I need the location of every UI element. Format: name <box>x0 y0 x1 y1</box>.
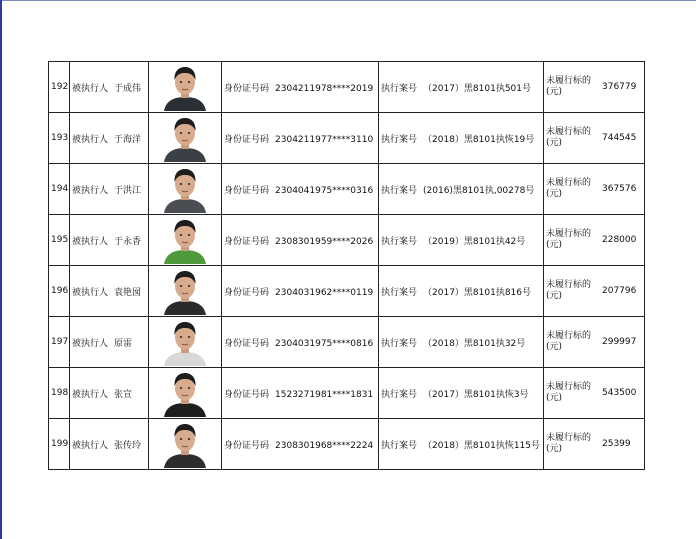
amount-label: 未履行标的(元) <box>546 178 592 199</box>
case-number: (2016)黑8101执,00278号 <box>423 185 535 196</box>
id-label: 身份证号码 <box>224 236 270 247</box>
id-label: 身份证号码 <box>224 83 270 94</box>
person-label: 被执行人 <box>72 236 109 247</box>
person-cell <box>70 62 149 113</box>
amount-label: 未履行标的(元) <box>546 433 592 454</box>
table-row <box>49 266 645 317</box>
amount-value: 744545 <box>602 133 637 143</box>
amount-cell <box>544 266 645 317</box>
person-label: 被执行人 <box>72 134 109 145</box>
amount-value: 367576 <box>602 184 637 194</box>
case-label: 执行案号 <box>381 185 418 196</box>
table-row <box>49 113 645 164</box>
person-label: 被执行人 <box>72 287 109 298</box>
id-number: 1523271981****1831 <box>275 389 374 400</box>
table-row <box>49 368 645 419</box>
person-cell <box>70 266 149 317</box>
amount-value: 25399 <box>602 439 631 449</box>
table-row <box>49 215 645 266</box>
person-label: 被执行人 <box>72 185 109 196</box>
id-cell <box>222 419 379 470</box>
id-label: 身份证号码 <box>224 440 270 451</box>
table-row <box>49 164 645 215</box>
table-row <box>49 419 645 470</box>
person-name: 张宣 <box>114 389 133 400</box>
id-cell <box>222 113 379 164</box>
row-number: 194 <box>49 164 70 215</box>
id-cell <box>222 164 379 215</box>
case-cell <box>379 317 544 368</box>
amount-value: 299997 <box>602 337 637 347</box>
id-number: 2304041975****0316 <box>275 185 374 196</box>
photo-cell <box>149 317 222 368</box>
page-top-edge <box>0 0 696 1</box>
case-number: （2017）黑8101执816号 <box>423 287 532 298</box>
case-cell <box>379 62 544 113</box>
person-name: 于洪江 <box>114 185 142 196</box>
amount-value: 543500 <box>602 388 637 398</box>
amount-value: 207796 <box>602 286 637 296</box>
case-cell <box>379 113 544 164</box>
case-number: （2017）黑8101执恢3号 <box>423 389 529 400</box>
id-number: 2308301968****2224 <box>275 440 374 451</box>
id-label: 身份证号码 <box>224 389 270 400</box>
case-cell <box>379 266 544 317</box>
person-label: 被执行人 <box>72 389 109 400</box>
table-row <box>49 317 645 368</box>
debtor-table-body <box>49 62 645 470</box>
debtor-table <box>48 61 645 470</box>
amount-cell <box>544 62 645 113</box>
portrait-photo <box>162 216 208 264</box>
person-name: 袁艳囡 <box>114 287 142 298</box>
id-cell <box>222 266 379 317</box>
row-number: 196 <box>49 266 70 317</box>
photo-cell <box>149 419 222 470</box>
portrait-photo <box>162 165 208 213</box>
case-label: 执行案号 <box>381 83 418 94</box>
portrait-photo <box>162 420 208 468</box>
case-cell <box>379 368 544 419</box>
amount-cell <box>544 368 645 419</box>
case-label: 执行案号 <box>381 389 418 400</box>
amount-label: 未履行标的(元) <box>546 280 592 301</box>
photo-cell <box>149 113 222 164</box>
portrait-photo <box>162 267 208 315</box>
case-cell <box>379 419 544 470</box>
photo-cell <box>149 368 222 419</box>
case-label: 执行案号 <box>381 236 418 247</box>
id-cell <box>222 368 379 419</box>
id-number: 2304211977****3110 <box>275 134 374 145</box>
case-number: （2018）黑8101执恢115号 <box>423 440 541 451</box>
person-label: 被执行人 <box>72 338 109 349</box>
row-number: 199 <box>49 419 70 470</box>
row-number: 197 <box>49 317 70 368</box>
person-label: 被执行人 <box>72 83 109 94</box>
portrait-photo <box>162 114 208 162</box>
person-name: 张传玲 <box>114 440 142 451</box>
person-cell <box>70 317 149 368</box>
amount-cell <box>544 113 645 164</box>
person-name: 于成伟 <box>114 83 142 94</box>
photo-cell <box>149 266 222 317</box>
amount-value: 228000 <box>602 235 637 245</box>
id-cell <box>222 62 379 113</box>
person-cell <box>70 113 149 164</box>
case-cell <box>379 164 544 215</box>
id-label: 身份证号码 <box>224 338 270 349</box>
case-label: 执行案号 <box>381 338 418 349</box>
case-number: （2017）黑8101执501号 <box>423 83 532 94</box>
id-number: 2304031962****0119 <box>275 287 374 298</box>
amount-label: 未履行标的(元) <box>546 127 592 148</box>
amount-value: 376779 <box>602 82 637 92</box>
person-label: 被执行人 <box>72 440 109 451</box>
amount-cell <box>544 215 645 266</box>
person-name: 原雷 <box>114 338 133 349</box>
case-cell <box>379 215 544 266</box>
person-name: 于永香 <box>114 236 142 247</box>
portrait-photo <box>162 63 208 111</box>
person-cell <box>70 164 149 215</box>
person-name: 于海洋 <box>114 134 142 145</box>
amount-cell <box>544 317 645 368</box>
row-number: 198 <box>49 368 70 419</box>
id-number: 2304031975****0816 <box>275 338 374 349</box>
amount-label: 未履行标的(元) <box>546 382 592 403</box>
person-cell <box>70 368 149 419</box>
case-label: 执行案号 <box>381 440 418 451</box>
photo-cell <box>149 215 222 266</box>
amount-label: 未履行标的(元) <box>546 331 592 352</box>
portrait-photo <box>162 369 208 417</box>
id-label: 身份证号码 <box>224 134 270 145</box>
amount-label: 未履行标的(元) <box>546 229 592 250</box>
amount-cell <box>544 419 645 470</box>
case-number: （2018）黑8101执32号 <box>423 338 526 349</box>
case-number: （2018）黑8101执恢19号 <box>423 134 535 145</box>
person-cell <box>70 419 149 470</box>
id-number: 2308301959****2026 <box>275 236 374 247</box>
id-label: 身份证号码 <box>224 185 270 196</box>
id-number: 2304211978****2019 <box>275 83 374 94</box>
amount-label: 未履行标的(元) <box>546 76 592 97</box>
table-row <box>49 62 645 113</box>
case-number: （2019）黑8101执42号 <box>423 236 526 247</box>
photo-cell <box>149 62 222 113</box>
case-label: 执行案号 <box>381 134 418 145</box>
person-cell <box>70 215 149 266</box>
portrait-photo <box>162 318 208 366</box>
amount-cell <box>544 164 645 215</box>
case-label: 执行案号 <box>381 287 418 298</box>
photo-cell <box>149 164 222 215</box>
id-cell <box>222 215 379 266</box>
page-left-edge <box>0 0 2 539</box>
row-number: 195 <box>49 215 70 266</box>
row-number: 192 <box>49 62 70 113</box>
row-number: 193 <box>49 113 70 164</box>
id-cell <box>222 317 379 368</box>
id-label: 身份证号码 <box>224 287 270 298</box>
